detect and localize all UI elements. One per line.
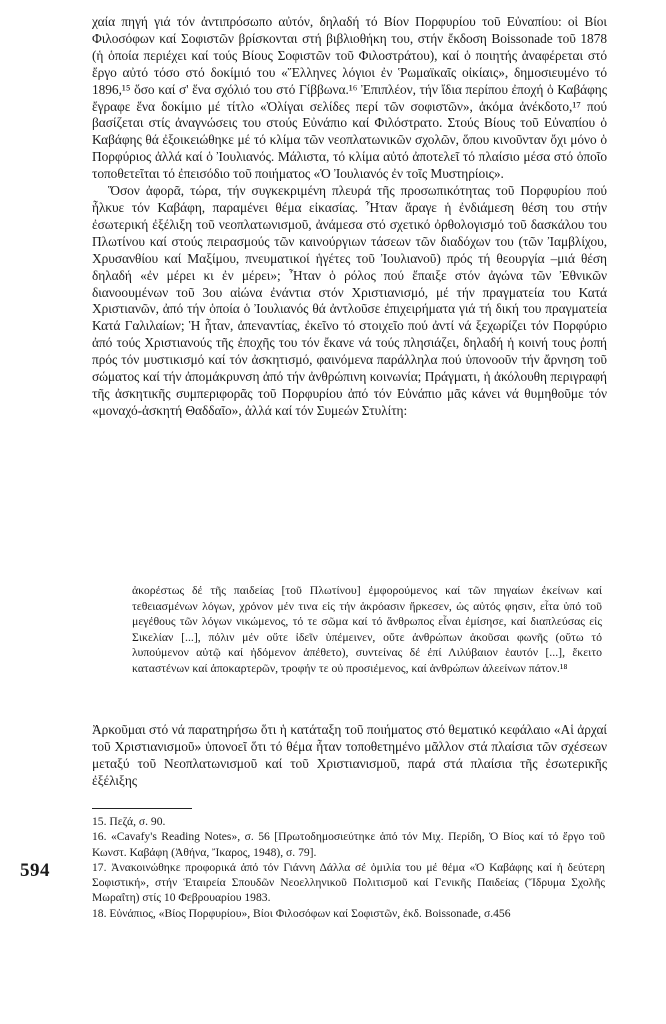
footnote-16: 16. «Cavafy's Reading Notes», σ. 56 [Πρωτοδημοσιεύτηκε ἀπό τόν Μιχ. Περίδη, Ὁ Βίος καί τό ἔργο τοῦ Κωνστ. Καβάφη (Ἀθήνα, Ἴκαρος, 1948), σ. 79].	[92, 830, 605, 859]
page-number: 594	[20, 860, 50, 881]
footnotes	[92, 814, 605, 921]
main-text	[92, 14, 607, 420]
footnote-15: 15. Πεζά, σ. 90.	[92, 815, 166, 828]
footnote-17: 17. Ἀνακοινώθηκε προφορικά ἀπό τόν Γιάννη Δάλλα σέ ὁμιλία του μέ θέμα «Ὁ Καβάφης καί ἡ δεύτερη Σοφιστική», στήν Ἑταιρεία Σπουδῶν Νεοελληνικοῦ Πολιτισμοῦ καί Γενικῆς Παιδείας (Ἵδρυμα Σχολῆς Μωραΐτη) στίς 10 Φεβρουαρίου 1983.	[92, 860, 605, 905]
paragraph-1: χαία πηγή γιά τόν ἀντιπρόσωπο αὐτόν, δηλαδή τό Βίον Πορφυρίου τοῦ Εὐναπίου: οἱ Βίοι Φιλοσόφων καί Σοφιστῶν βρίσκονται στή βιβλιοθήκη του, στήν ἔκδοση Boissonade τοῦ 1878 (ἡ ὁποία περιέχει καί τούς Βίους Σοφιστῶν τοῦ Φιλοστράτου), καί ὁ ποιητής ἀναφέρεται στό ἔργο αὐτό τόσο στό δοκίμιό του «Ἕλληνες λόγιοι ἐν Ῥωμαϊκαῖς οἰκίαις», δημοσιευμένο τό 1896,¹⁵ ὅσο καί σ' ἕνα σχόλιό του στό Γίββωνα.¹⁶ Ἐπιπλέον, τήν ἴδια περίπου ἐποχή ὁ Καβάφης ἔγραφε ἕνα δοκίμιο μέ τίτλο «Ὀλίγαι σελίδες περί τῶν σοφιστῶν», ἀκόμα ἀνέκδοτο,¹⁷ πού βασίζεται στίς ἀναγνώσεις του στούς Εὐνάπιο καί Φιλόστρατο. Στούς Βίους τοῦ Εὐναπίου ὁ Καβάφης θά ἐξοικειώθηκε μέ τό κλίμα τῶν νεοπλατωνικῶν σχολῶν, ὅπου κινοῦνταν ὄχι μόνο ὁ Πορφύριος ἀλλά καί ὁ Ἰουλιανός. Μάλιστα, τό κλίμα αὐτό ἀποτελεῖ τό πλαίσιο μέσα στό ὁποῖο τοποθετεῖται τό ἐπεισόδιο τοῦ ποιήματος «Ὁ Ἰουλιανός ἐν τοῖς Μυστηρίοις».	[92, 14, 607, 182]
paragraph-2: Ὅσον ἀφορᾶ, τώρα, τήν συγκεκριμένη πλευρά τῆς προσωπικότητας τοῦ Πορφυρίου πού ἦλκυε τόν Καβάφη, παραμένει θέμα εἰκασίας. Ἦταν ἄραγε ἡ ἐνδιάμεση θέση του στήν ἐσωτερική ἐξέλιξη τοῦ νεοπλατωνισμοῦ, ἀνάμεσα στό σχετικό ὀρθολογισμό τοῦ δασκάλου του Πλωτίνου καί στούς πειρασμούς τῶν καινούργιων τάσεων τῶν διαδόχων του (τῶν Ἰαμβλίχου, Χρυσανθίου καί Μαξίμου, πνευματικοί ἡγέτες τοῦ Ἰουλιανοῦ) πρός τή θεουργία –μιά θέση δηλαδή «ἐν μέρει κι ἐν μέρει»; Ἦταν ὁ ρόλος πού ἔπαιξε στόν ἀγώνα τῶν Ἐθνικῶν διανοουμένων τοῦ 3ου αἰώνα ἐνάντια στόν Χριστιανισμό, μέ τήν πραγματεία του Κατά Χριστιανῶν, ἀπό τήν ὁποία ὁ Ἰουλιανός θά ἀντλοῦσε ἐπιχειρήματα γιά τή δική του πραγματεία Κατά Γαλιλαίων; Ἡ ἦταν, ἀπεναντίας, ἐκεῖνο τό στοιχεῖο πού ἀντί νά ξεχωρίζει τόν Πορφύριο ἀπό τούς Χριστιανούς τῆς ἐποχῆς του τόν ἔκανε νά τούς πλησιάζει, δηλαδή ἡ κοινή τους ῥοπή πρός τόν μυστικισμό καί τόν ἀσκητισμό, φαινόμενα παράλληλα πού ὑπονοοῦν τήν ἄρνηση τοῦ σώματος καί τήν ἀπομάκρυνση ἀπό τήν ἀνθρώπινη κοινωνία; Πράγματι, ἡ ἀκόλουθη περιγραφή τῆς ἀσκητικῆς συμπεριφορᾶς τοῦ Πορφυρίου ἀπό τόν Εὐνάπιο μᾶς κάνει νά θυμηθοῦμε τόν «μοναχό-ἀσκητή Θαδδαῖο», ἀλλά καί τόν Συμεών Στυλίτη:	[92, 183, 607, 418]
block-quote: ἀκορέστως δέ τῆς παιδείας [τοῦ Πλωτίνου] ἐμφορούμενος καί τῶν πηγαίων ἐκείνων καί τεθειασμένων λόγων, χρόνον μέν τινα εἰς τήν ἀκρόασιν ἤρκεσεν, ὡς αὐτός φησιν, εἶτα ὑπό τοῦ μεγέθους τῶν λόγων νικώμενος, τό τε σῶμα καί τό ἄνθρωπος εἶναι ἐμίσησε, καί διαπλεύσας εἰς Σικελίαν [...], πόλιν μέν οὔτε ἰδεῖν ὑπέμεινεν, οὔτε ἀνθρώπων ἀκοῦσαι φωνῆς (οὕτω τό λυπούμενον αὐτῷ καί ἡδόμενον ἀπέθετο), συντείνας δέ ἐπί Λιλύβαιον ἑαυτόν [...], ἔκειτο καταστένων καί ἀποκαρτερῶν, τροφήν τε οὐ προσιέμενος, καί ἀνθρώπων ἀλεείνων πάτον.¹⁸	[132, 583, 602, 675]
closing-paragraph: Ἀρκοῦμαι στό νά παρατηρήσω ὅτι ἡ κατάταξη τοῦ ποιήματος στό θεματικό κεφάλαιο «Αἱ ἀρχαί τοῦ Χριστιανισμοῦ» ὑπονοεῖ ὅτι τό θέμα ἦταν τοποθετημένο μᾶλλον στά πλαίσια τῶν σχέσεων μεταξύ τοῦ Νεοπλατωνισμοῦ καί τοῦ Χριστιανισμοῦ, παρά στά πλαίσια τῆς ἐσωτερικῆς ἐξέλιξης	[92, 722, 607, 788]
footnote-18: 18. Εὐνάπιος, «Βίος Πορφυρίου», Βίοι Φιλοσόφων καί Σοφιστῶν, ἐκδ. Boissonade, σ.456	[92, 906, 511, 920]
footnote-divider	[92, 808, 192, 809]
main-text-continued	[92, 722, 607, 790]
